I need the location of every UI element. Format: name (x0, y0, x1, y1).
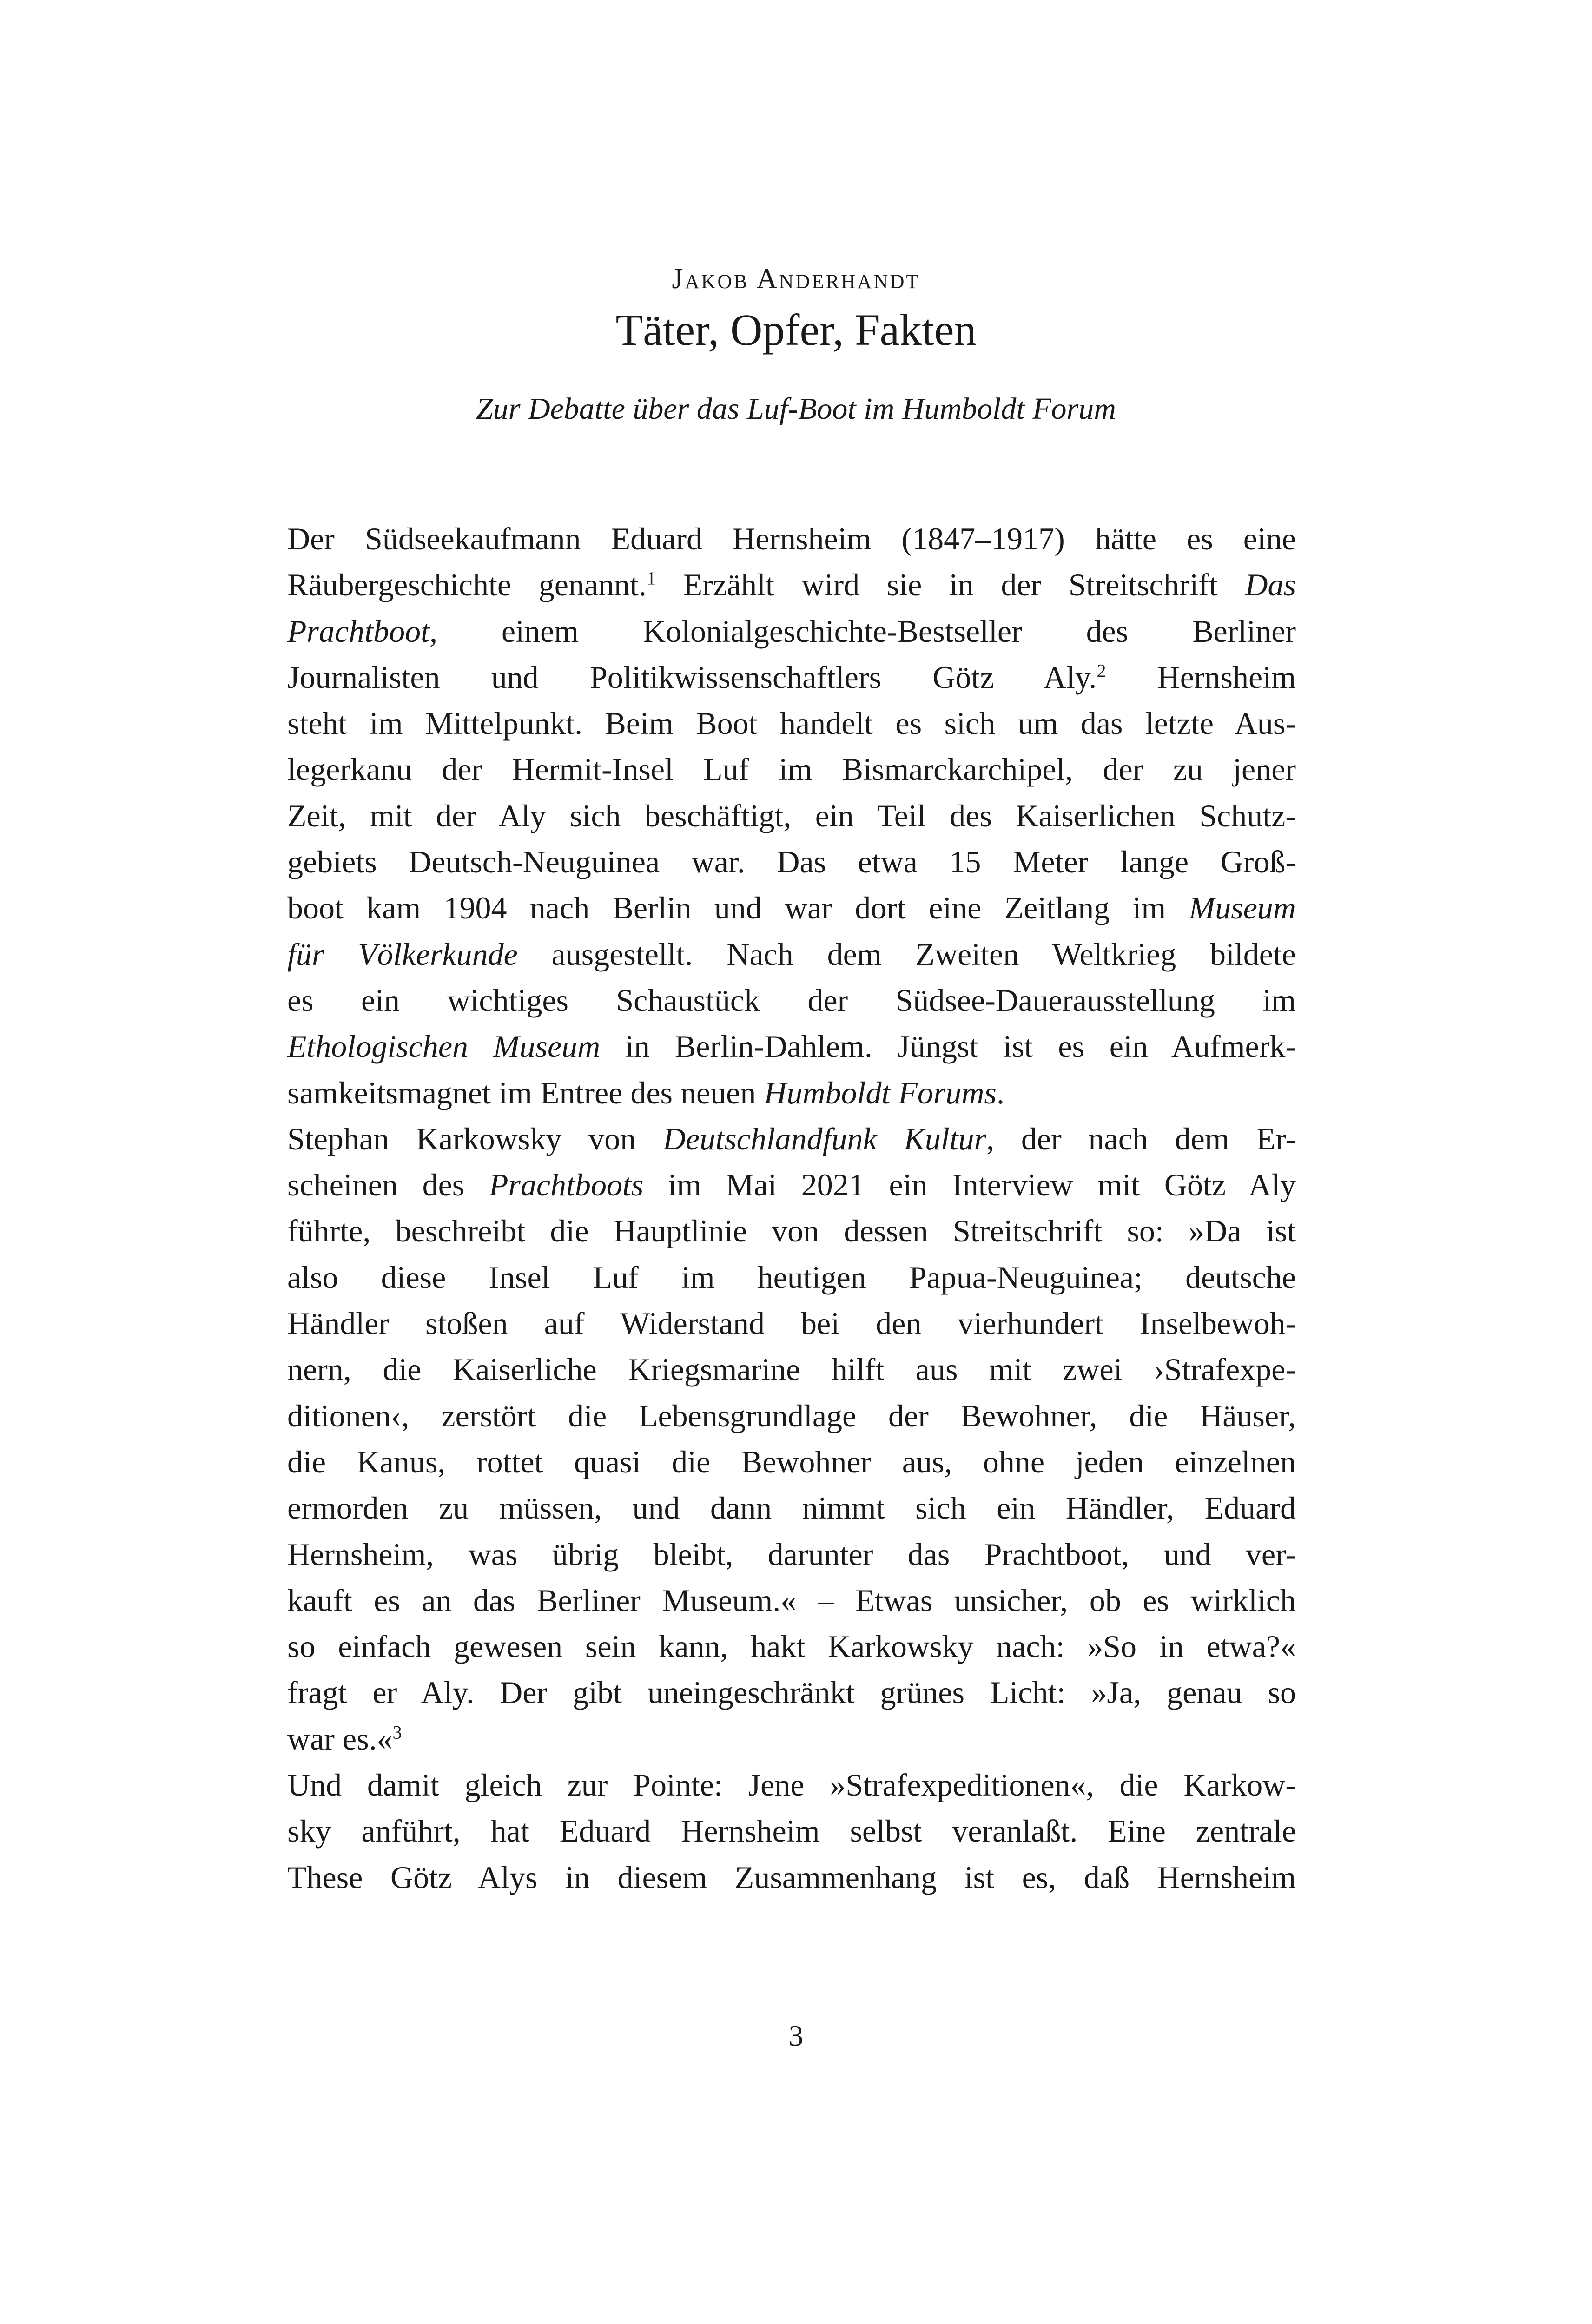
text-segment: Erzählt wird sie in der Streitschrift (655, 567, 1245, 603)
text-line (287, 608, 1296, 654)
italic-text: Prachtboots (489, 1167, 644, 1203)
text-segment: im Mai 2021 ein Interview mit Götz Aly (643, 1167, 1296, 1203)
text-line (287, 1208, 1296, 1254)
article-subtitle: Zur Debatte über das Luf-Boot im Humboldt Forum (476, 392, 1116, 426)
text-segment: , der nach dem Er- (986, 1121, 1296, 1156)
text-line (287, 700, 1296, 746)
text-segment: Und damit gleich zur Pointe: Jene »Strafexpeditionen«, die Karkow- (287, 1767, 1296, 1803)
footnote-marker: 1 (646, 568, 656, 589)
text-segment: war es.« (287, 1721, 393, 1756)
text-segment: ausgestellt. Nach dem Zweiten Weltkrieg bildete (517, 936, 1296, 972)
text-line (287, 1670, 1296, 1716)
text-line (287, 793, 1296, 839)
text-line (287, 516, 1296, 562)
text-segment: in Berlin-Dahlem. Jüngst ist es ein Aufmerk- (600, 1029, 1296, 1064)
text-segment: Hernsheim, was übrig bleibt, darunter das Prachtboot, und ver- (287, 1536, 1296, 1572)
text-segment: ermorden zu müssen, und dann nimmt sich ein Händler, Eduard (287, 1490, 1296, 1526)
text-line (287, 1808, 1296, 1854)
text-segment: fragt er Aly. Der gibt uneingeschränkt grünes Licht: »Ja, genau so (287, 1675, 1296, 1710)
author-name: Jakob Anderhandt (672, 263, 920, 295)
italic-text: Prachtboot (287, 613, 429, 649)
text-line (287, 931, 1296, 977)
text-line (287, 1578, 1296, 1624)
text-line (287, 1254, 1296, 1301)
text-line (287, 839, 1296, 885)
text-segment: Journalisten und Politikwissenschaftlers Götz Aly. (287, 659, 1097, 695)
italic-text: Ethologischen Museum (287, 1029, 601, 1064)
text-segment: Räubergeschichte genannt. (287, 567, 647, 603)
text-segment: These Götz Alys in diesem Zusammenhang ist es, daß Hernsheim (287, 1859, 1296, 1895)
text-segment: die Kanus, rottet quasi die Bewohner aus, ohne jeden einzelnen (287, 1444, 1296, 1479)
text-segment: scheinen des (287, 1167, 489, 1203)
text-segment: gebiets Deutsch-Neuguinea war. Das etwa 15 Meter lange Groß- (287, 844, 1296, 880)
text-segment: Händler stoßen auf Widerstand bei den vierhundert Inselbewoh- (287, 1306, 1296, 1341)
footnote-marker: 2 (1097, 660, 1106, 681)
text-line (287, 885, 1296, 931)
text-line (287, 1439, 1296, 1485)
text-segment: ditionen‹, zerstört die Lebensgrundlage der Bewohner, die Häuser, (287, 1398, 1296, 1433)
italic-text: Deutschlandfunk Kultur (662, 1121, 987, 1156)
text-segment: so einfach gewesen sein kann, hakt Karkowsky nach: »So in etwa?« (287, 1629, 1296, 1664)
text-segment: samkeitsmagnet im Entree des neuen (287, 1075, 764, 1110)
text-segment: es ein wichtiges Schaustück der Südsee-Dauerausstellung im (287, 982, 1296, 1018)
text-line (287, 977, 1296, 1023)
article-title: Täter, Opfer, Fakten (615, 305, 977, 355)
text-segment: führte, beschreibt die Hauptlinie von dessen Streitschrift so: »Da ist (287, 1213, 1296, 1249)
text-line (287, 1347, 1296, 1393)
italic-text: Museum (1189, 890, 1296, 926)
text-segment: . (996, 1075, 1004, 1110)
text-segment: nern, die Kaiserliche Kriegsmarine hilft aus mit zwei ›Strafexpe- (287, 1352, 1296, 1387)
body-text (287, 516, 1296, 1901)
text-line (287, 562, 1296, 608)
italic-text: Humboldt Forums (764, 1075, 997, 1110)
text-segment: steht im Mittelpunkt. Beim Boot handelt es sich um das letzte Aus- (287, 706, 1296, 741)
text-segment: legerkanu der Hermit-Insel Luf im Bismarckarchipel, der zu jener (287, 752, 1296, 787)
italic-text: Das (1245, 567, 1296, 603)
text-segment: also diese Insel Luf im heutigen Papua-Neuguinea; deutsche (287, 1259, 1296, 1295)
text-line (287, 1485, 1296, 1531)
text-line (287, 1716, 1296, 1762)
text-segment: sky anführt, hat Eduard Hernsheim selbst veranlaßt. Eine zentrale (287, 1813, 1296, 1849)
text-line (287, 1762, 1296, 1808)
footnote-marker: 3 (392, 1722, 402, 1743)
text-line (287, 1162, 1296, 1208)
text-segment: , einem Kolonialgeschichte-Bestseller des Berliner (429, 613, 1296, 649)
text-line (287, 654, 1296, 700)
text-line (287, 1855, 1296, 1901)
text-segment: Hernsheim (1106, 659, 1296, 695)
text-line (287, 1624, 1296, 1670)
italic-text: für Völkerkunde (287, 936, 518, 972)
text-segment: Der Südseekaufmann Eduard Hernsheim (1847–1917) hätte es eine (287, 521, 1296, 556)
text-line (287, 1023, 1296, 1070)
text-line (287, 746, 1296, 792)
text-line (287, 1393, 1296, 1439)
text-line (287, 1070, 1296, 1116)
text-line (287, 1532, 1296, 1578)
text-line (287, 1301, 1296, 1347)
text-segment: kauft es an das Berliner Museum.« – Etwas unsicher, ob es wirklich (287, 1582, 1296, 1618)
text-segment: Stephan Karkowsky von (287, 1121, 663, 1156)
text-line (287, 1116, 1296, 1162)
text-segment: boot kam 1904 nach Berlin und war dort eine Zeitlang im (287, 890, 1189, 926)
page-number: 3 (788, 2019, 804, 2052)
text-segment: Zeit, mit der Aly sich beschäftigt, ein Teil des Kaiserlichen Schutz- (287, 798, 1296, 833)
